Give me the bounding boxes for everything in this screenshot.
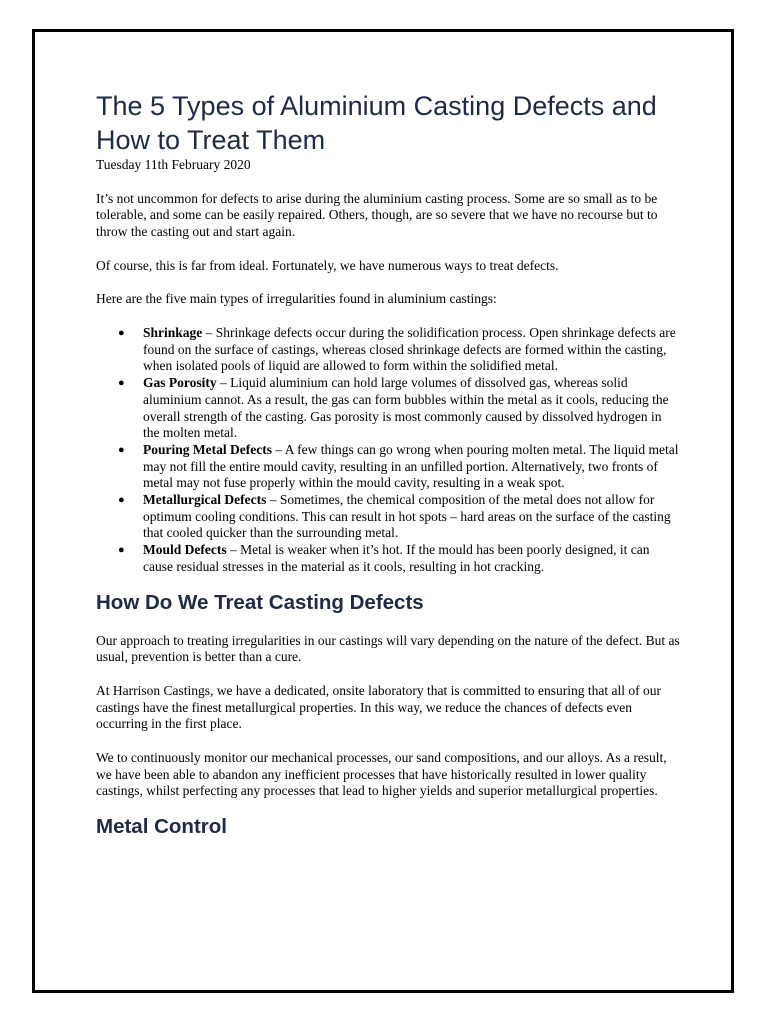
intro-paragraph: Of course, this is far from ideal. Fortunately, we have numerous ways to treat defects. [96,257,559,273]
defect-list-item [96,375,680,442]
bullet-icon: ● [118,327,125,340]
defect-list [96,325,680,576]
defect-term: Metallurgical Defects [143,492,267,508]
bullet-icon: ● [118,443,125,456]
defect-description: – Sometimes, the chemical composition of the metal does not allow for optimum cooling conditions. This can result in hot spots – hard areas on the surface of the casting that cooled quicker than the surrounding metal. [143,492,671,541]
document-content [96,89,680,840]
intro-paragraph: Here are the five main types of irregularities found in aluminium castings: [96,291,497,307]
bullet-icon: ● [118,544,125,557]
treat-paragraph: Our approach to treating irregularities in our castings will vary depending on the nature of the defect. But as usual, prevention is better than a cure. [96,632,680,665]
bullet-icon: ● [118,377,125,390]
defect-list-item [96,325,680,375]
defect-list-item [96,542,680,575]
section-heading-metal-control: Metal Control [96,815,227,839]
document-page [32,29,734,993]
treat-paragraph: We to continuously monitor our mechanical processes, our sand compositions, and our alloys. As a result, we have been able to abandon any inefficient processes that have historically resulted in lower quality castings, whilst perfecting any processes that lead to higher yields and superior metallurgical properties. [96,750,667,799]
defect-term: Shrinkage [143,325,203,341]
document-date: Tuesday 11th February 2020 [96,157,251,172]
defect-term: Pouring Metal Defects [143,441,272,457]
bullet-icon: ● [118,494,125,507]
intro-paragraph: It’s not uncommon for defects to arise during the aluminium casting process. Some are so small as to be tolerable, and some can be easily repaired. Others, though, are so severe that we have no recourse but to throw the casting out and start again. [96,190,658,239]
defect-list-item [96,492,680,542]
defect-description: – Metal is weaker when it’s hot. If the mould has been poorly designed, it can cause residual stresses in the material as it cools, resulting in hot cracking. [143,542,650,574]
section-heading-treat: How Do We Treat Casting Defects [96,590,424,614]
treat-paragraph: At Harrison Castings, we have a dedicated, onsite laboratory that is committed to ensuring that all of our castings have the finest metallurgical properties. In this way, we reduce the chances of defects even occurring in the first place. [96,682,661,732]
defect-description: – Liquid aluminium can hold large volumes of dissolved gas, whereas solid aluminium cannot. As a result, the gas can form bubbles within the metal as it cools, reducing the overall strength of the casting. Gas porosity is most commonly caused by dissolved hydrogen in the molten metal. [143,375,669,441]
document-title: The 5 Types of Aluminium Casting Defects and How to Treat Them [96,91,657,155]
defect-description: – A few things can go wrong when pouring molten metal. The liquid metal may not fill the entire mould cavity, resulting in an unfilled portion. Alternatively, two fronts of metal may not fuse properly within the mould cavity, resulting in a weak spot. [143,441,679,491]
defect-term: Mould Defects [143,542,227,558]
defect-description: – Shrinkage defects occur during the solidification process. Open shrinkage defects are found on the surface of castings, whereas closed shrinkage defects are formed within the casting, when isolated pools of liquid are allowed to form within the solidified metal. [143,325,676,374]
defect-list-item [96,442,680,492]
defect-term: Gas Porosity [143,375,217,391]
